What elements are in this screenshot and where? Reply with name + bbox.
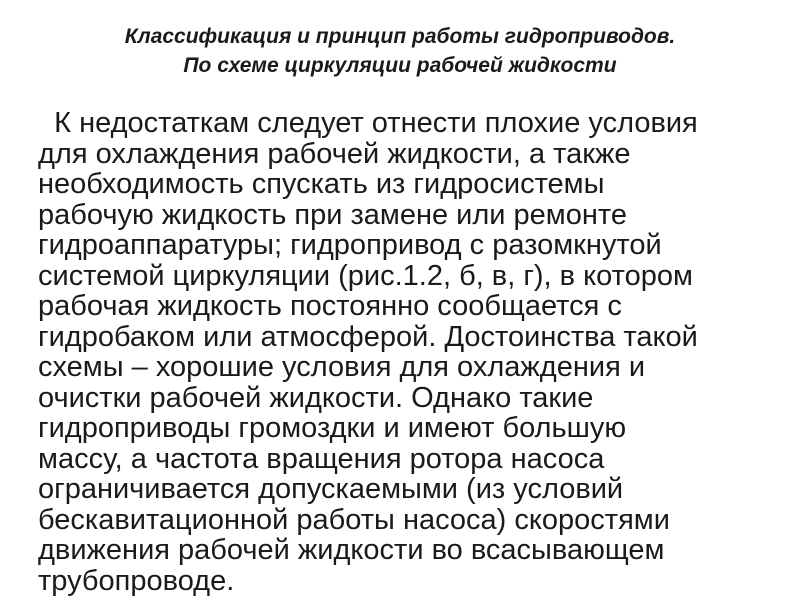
body-line: рабочая жидкость постоянно сообщается с xyxy=(38,290,622,322)
body-line: схемы – хорошие условия для охлаждения и xyxy=(38,351,646,383)
body-line: необходимость спускать из гидросистемы xyxy=(38,168,605,200)
body-line: бескавитационной работы насоса) скоростями xyxy=(38,503,670,536)
body-line: трубопроводе. xyxy=(38,564,235,597)
body-line: рабочую жидкость при замене или ремонте xyxy=(38,198,627,231)
body-line: движения рабочей жидкости во всасывающем xyxy=(38,534,665,566)
slide-title xyxy=(0,22,800,80)
body-line: системой циркуляции (рис.1.2, б, в, г), в котором xyxy=(38,259,693,292)
body-paragraph xyxy=(38,108,788,596)
body-line: очистки рабочей жидкости. Однако такие xyxy=(38,381,594,414)
body-line: ограничивается допускаемыми (из условий xyxy=(38,473,624,505)
body-line: гидробаком или атмосферой. Достоинства такой xyxy=(38,320,698,353)
body-line: гидроаппаратуры; гидропривод с разомкнутой xyxy=(38,229,662,261)
title-line-2: По схеме циркуляции рабочей жидкости xyxy=(183,54,617,77)
body-line: для охлаждения рабочей жидкости, а также xyxy=(38,137,631,170)
title-line-1: Классификация и принцип работы гидроприводов. xyxy=(124,25,676,48)
body-line: гидроприводы громоздки и имеют большую xyxy=(38,412,627,444)
body-line: К недостаткам следует отнести плохие условия xyxy=(38,107,698,139)
body-line: массу, а частота вращения ротора насоса xyxy=(38,442,605,475)
